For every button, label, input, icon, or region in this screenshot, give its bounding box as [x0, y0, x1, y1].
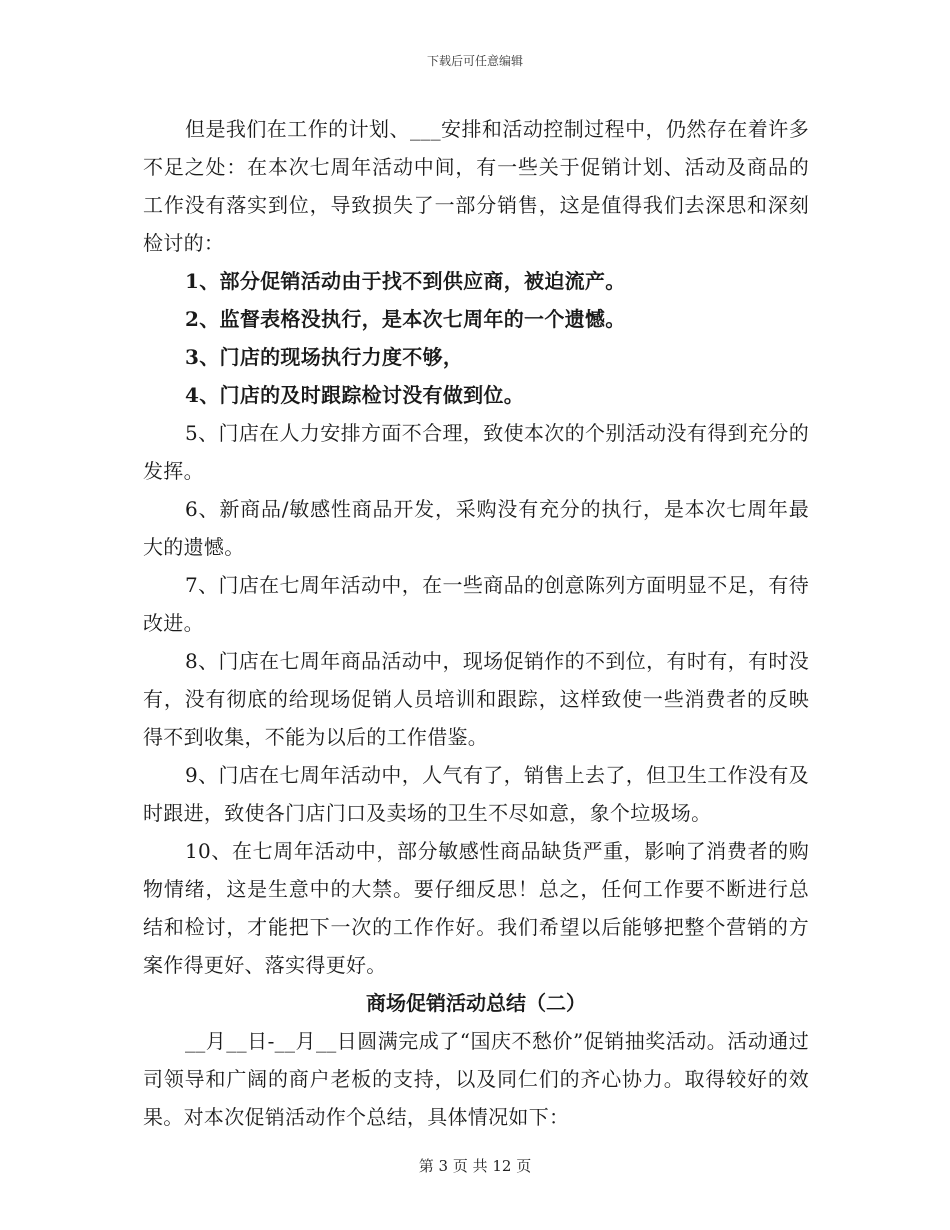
list-item-3: 3、门店的现场执行力度不够， [185, 345, 464, 369]
list-item-1: 1、部分促销活动由于找不到供应商，被迫流产。 [185, 269, 626, 293]
page-footer: 第 3 页 共 12 页 [418, 1157, 532, 1175]
list-item-5: 5、门店在人力安排方面不合理，致使本次的个别活动没有得到充分的发挥。 [143, 421, 809, 483]
document-body [143, 110, 809, 1136]
list-item-2: 2、监督表格没执行，是本次七周年的一个遗憾。 [185, 307, 626, 331]
list-item-6: 6、新商品/敏感性商品开发，采购没有充分的执行，是本次七周年最大的遗憾。 [143, 497, 809, 559]
list-item-9: 9、门店在七周年活动中，人气有了，销售上去了，但卫生工作没有及时跟进，致使各门店门口及卖场的卫生不尽如意，象个垃圾场。 [143, 763, 809, 825]
section-title: 商场促销活动总结（二） [366, 991, 586, 1015]
page-header: 下载后可任意编辑 [426, 54, 523, 68]
intro-paragraph: 但是我们在工作的计划、___安排和活动控制过程中，仍然存在着许多不足之处：在本次七周年活动中间，有一些关于促销计划、活动及商品的工作没有落实到位，导致损失了一部分销售，这是值得我们去深思和深刻检讨的： [143, 117, 809, 255]
list-item-4: 4、门店的及时跟踪检讨没有做到位。 [185, 383, 525, 407]
list-item-7: 7、门店在七周年活动中，在一些商品的创意陈列方面明显不足，有待改进。 [143, 573, 809, 635]
section-paragraph: __月__日-__月__日圆满完成了“国庆不愁价”促销抽奖活动。活动通过司领导和广阔的商户老板的支持，以及同仁们的齐心协力。取得较好的效果。对本次促销活动作个总结，具体情况如下： [143, 1029, 809, 1129]
list-item-8: 8、门店在七周年商品活动中，现场促销作的不到位，有时有，有时没有，没有彻底的给现场促销人员培训和跟踪，这样致使一些消费者的反映得不到收集，不能为以后的工作借鉴。 [143, 649, 809, 749]
list-item-10: 10、在七周年活动中，部分敏感性商品缺货严重，影响了消费者的购物情绪，这是生意中的大禁。要仔细反思！总之，任何工作要不断进行总结和检讨，才能把下一次的工作作好。我们希望以后能够把整个营销的方案作得更好、落实得更好。 [143, 839, 809, 977]
